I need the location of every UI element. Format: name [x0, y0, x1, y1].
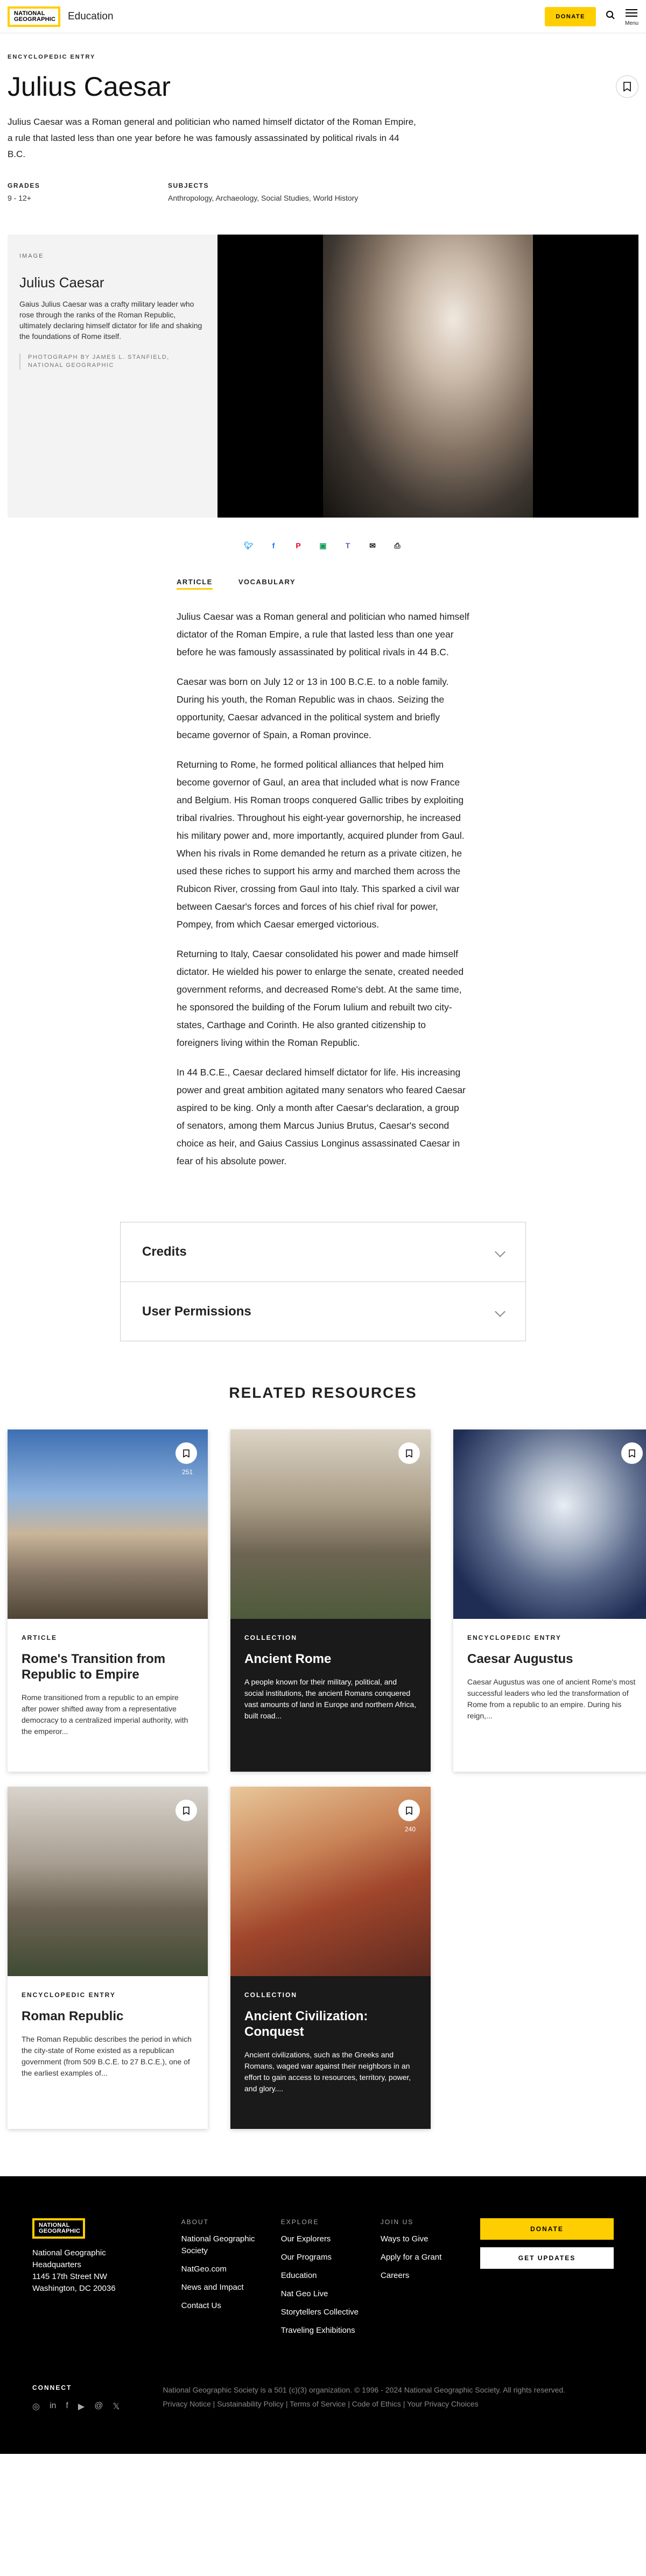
paragraph: In 44 B.C.E., Caesar declared himself dictator for life. His increasing power and great ambition agitated many senators who feared Caesar aspired to be king. Only a month after Caesar's declaration, a group of senators, among them Marcus Junius Brutus, Caesar's second choice as heir, and Gaius Cassius Longinus assassinated Caesar in fear of his absolute power. — [177, 1067, 466, 1166]
footer-link[interactable]: Careers — [380, 2271, 410, 2280]
card-description: The Roman Republic describes the period in which the city-state of Rome existed as a republican government (from 509 B.C.E. to 27 B.C.E.), one of the earliest examples of... — [22, 2035, 192, 2077]
content-type: ENCYCLOPEDIC ENTRY — [8, 54, 96, 60]
card-thumbnail — [8, 1429, 208, 1619]
card-type: ARTICLE — [22, 1634, 57, 1641]
media-block — [8, 235, 638, 518]
email-icon[interactable]: ✉ — [369, 541, 376, 550]
address-line: Washington, DC 20036 — [32, 2284, 116, 2293]
logo-text: NATIONAL GEOGRAPHIC — [39, 2222, 81, 2234]
footer-link[interactable]: National Geographic Society — [181, 2234, 255, 2255]
credits-toggle[interactable] — [121, 1222, 525, 1282]
footer-heading: ABOUT — [181, 2218, 209, 2226]
logo-text: NATIONAL GEOGRAPHIC — [14, 10, 56, 23]
footer-link[interactable]: Traveling Exhibitions — [280, 2326, 355, 2335]
paragraph: Julius Caesar was a Roman general and politician who named himself dictator of the Roman Empire, a rule that lasted less than one year before he was famously assassinated by political rivals in 44 B.C. — [177, 611, 469, 657]
media-description: Gaius Julius Caesar was a crafty military leader who rose through the ranks of the Roman Republic, ultimately declaring himself dictator for life and shaking the foundations of Rome itself. — [19, 300, 202, 341]
card-type: ENCYCLOPEDIC ENTRY — [467, 1634, 561, 1641]
caesar-bust-photo — [323, 235, 533, 518]
bookmark-icon[interactable] — [175, 1442, 197, 1464]
card-title: Ancient Rome — [244, 1652, 332, 1666]
paragraph: Caesar was born on July 12 or 13 in 100 B.C.E. to a noble family. During his youth, the Roman Republic was in chaos. Seizing the opportunity, Caesar advanced in the political system and briefly became governor of Spain, a Roman province. — [177, 676, 449, 740]
natgeo-logo[interactable] — [8, 6, 60, 27]
chevron-down-icon — [495, 1247, 505, 1257]
footer-link[interactable]: Storytellers Collective — [280, 2308, 359, 2317]
donate-button[interactable]: DONATE — [545, 7, 596, 26]
footer-link[interactable]: Apply for a Grant — [380, 2253, 442, 2262]
instagram-icon[interactable]: ◎ — [32, 2402, 40, 2411]
print-icon[interactable]: ⎙ — [394, 541, 401, 550]
card-title: Caesar Augustus — [467, 1652, 573, 1666]
bookmark-icon[interactable] — [621, 1442, 643, 1464]
footer-about — [181, 2218, 281, 2343]
related-grid — [0, 1402, 646, 2129]
related-card[interactable] — [230, 1429, 431, 1772]
card-thumbnail — [230, 1787, 431, 1976]
media-label: IMAGE — [19, 253, 44, 259]
card-thumbnail — [453, 1429, 646, 1619]
footer-link[interactable]: Our Explorers — [280, 2234, 331, 2244]
footer-logo[interactable] — [32, 2218, 85, 2239]
card-type: COLLECTION — [244, 1634, 297, 1641]
teams-icon[interactable]: T — [345, 541, 350, 550]
card-thumbnail — [8, 1787, 208, 1976]
connect-block — [32, 2384, 120, 2412]
bookmark-icon[interactable] — [398, 1800, 420, 1821]
threads-icon[interactable]: @ — [94, 2401, 103, 2410]
pinterest-icon[interactable]: P — [296, 541, 301, 550]
meta — [8, 182, 638, 202]
article — [177, 578, 469, 1170]
bookmark-icon — [623, 82, 631, 91]
footer-heading: EXPLORE — [280, 2218, 319, 2226]
menu-label: Menu — [624, 20, 638, 26]
summary: Julius Caesar was a Roman general and politician who named himself dictator of the Roman Empire, a rule that lasted less than one year before he was famously assassinated by political rivals in 44 B.C. — [8, 117, 416, 159]
footer-link[interactable]: News and Impact — [181, 2283, 244, 2292]
footer-link[interactable]: Education — [280, 2271, 317, 2280]
footer-explore — [281, 2218, 381, 2343]
facebook-icon[interactable]: f — [66, 2401, 68, 2410]
twitter-icon[interactable]: 𝕏 — [113, 2402, 120, 2411]
media-title: Julius Caesar — [19, 274, 104, 291]
paragraph: Returning to Rome, he formed political alliances that helped him become governor of Gaul, an area that included what is now France and Belgium. His Roman troops conquered Gallic tribes by exploiting tribal rivalries. Throughout his eight-year governorship, he increased his military power and, more importantly, acquired plunder from Gaul. When his rivals in Rome demanded he return as a private citizen, he used these riches to support his army and marched them across the Rubicon River, crossing from Gaul into Italy. This sparked a civil war between Caesar's forces and forces of his chief rival for power, Pompey, from which Caesar emerged victorious. — [177, 759, 465, 930]
legal-links[interactable]: Privacy Notice | Sustainability Policy | Terms of Service | Code of Ethics | Your Privacy Choices — [163, 2400, 479, 2408]
card-description: Caesar Augustus was one of ancient Rome's most successful leaders who led the transformation of Rome from a republic to an empire. During his reign,... — [467, 1678, 636, 1720]
card-description: Ancient civilizations, such as the Greeks and Romans, waged war against their neighbors in an effort to gain access to resources, territory, power, and glory.... — [244, 2050, 411, 2093]
related-card[interactable] — [453, 1429, 646, 1772]
media-caption — [8, 235, 217, 518]
section-title[interactable]: Education — [68, 10, 114, 22]
legal — [163, 2384, 582, 2412]
google-classroom-icon[interactable]: ▣ — [319, 541, 327, 550]
get-updates-button[interactable]: GET UPDATES — [480, 2247, 614, 2269]
share-bar — [0, 540, 646, 551]
card-title: Rome's Transition from Republic to Empire — [22, 1652, 166, 1682]
site-header — [0, 0, 646, 33]
footer-heading: JOIN US — [380, 2218, 414, 2226]
card-description: A people known for their military, political, and social institutions, the ancient Romans conquered vast amounts of land in Europe and northern Africa, built road... — [244, 1678, 417, 1720]
hamburger-icon — [626, 7, 637, 19]
tab-vocabulary[interactable]: VOCABULARY — [238, 578, 296, 586]
footer-link[interactable]: Our Programs — [280, 2253, 332, 2262]
article-body — [177, 608, 469, 1170]
subjects-value: Anthropology, Archaeology, Social Studies, World History — [168, 194, 359, 202]
search-icon[interactable] — [606, 10, 615, 23]
chevron-down-icon — [495, 1306, 505, 1317]
address-line: National Geographic — [32, 2248, 106, 2257]
bookmark-icon[interactable] — [175, 1800, 197, 1821]
card-type: ENCYCLOPEDIC ENTRY — [22, 1991, 116, 1999]
linkedin-icon[interactable]: in — [49, 2401, 57, 2410]
footer-join — [381, 2218, 480, 2343]
photo-credit: PHOTOGRAPH BY JAMES L. STANFIELD, NATIONAL GEOGRAPHIC — [19, 353, 206, 370]
address-line: Headquarters — [32, 2260, 81, 2269]
site-footer — [0, 2176, 646, 2454]
save-count: 251 — [181, 1468, 193, 1476]
hero — [0, 33, 646, 202]
logo-group — [8, 6, 114, 27]
permissions-label: User Permissions — [142, 1304, 251, 1319]
permissions-toggle[interactable] — [121, 1282, 525, 1341]
grades-value: 9 - 12+ — [8, 194, 31, 202]
bookmark-button[interactable] — [616, 75, 638, 98]
grades-label: GRADES — [8, 182, 40, 189]
page-title: Julius Caesar — [8, 72, 171, 102]
bookmark-icon[interactable] — [398, 1442, 420, 1464]
footer-link[interactable]: Nat Geo Live — [280, 2289, 328, 2298]
related-heading: RELATED RESOURCES — [229, 1384, 417, 1401]
footer-donate-button[interactable]: DONATE — [480, 2218, 614, 2240]
media-image[interactable] — [217, 235, 638, 518]
article-tabs — [177, 578, 469, 590]
footer-address — [32, 2218, 181, 2343]
twitter-icon[interactable]: 🐦︎ — [244, 541, 254, 550]
subjects-label: SUBJECTS — [168, 182, 209, 189]
address-line: 1145 17th Street NW — [32, 2272, 107, 2281]
footer-link[interactable]: Ways to Give — [380, 2234, 429, 2244]
credits-label: Credits — [142, 1244, 187, 1259]
card-type: COLLECTION — [244, 1991, 297, 1999]
related-card[interactable] — [8, 1429, 208, 1772]
card-description: Rome transitioned from a republic to an empire after power shifted away from a representative democracy to a centralized imperial authority, with the emperor... — [22, 1693, 188, 1736]
footer-link[interactable]: Contact Us — [181, 2301, 221, 2310]
card-title: Ancient Civilization: Conquest — [244, 2009, 368, 2039]
save-count: 240 — [404, 1825, 416, 1833]
accordion — [120, 1222, 526, 1341]
card-thumbnail — [230, 1429, 431, 1619]
paragraph: Returning to Italy, Caesar consolidated his power and made himself dictator. He wielded his power to enlarge the senate, created needed government reforms, and decreased Rome's debt. At the same time, he sponsored the building of the Forum Iulium and rebuilt two city-states, Carthage and Corinth. He also granted citizenship to foreigners living within the Roman Republic. — [177, 949, 464, 1048]
facebook-icon[interactable]: f — [272, 541, 275, 550]
menu-button[interactable] — [625, 7, 638, 26]
tab-article[interactable]: ARTICLE — [177, 578, 213, 590]
related-card[interactable] — [8, 1787, 208, 2129]
card-title: Roman Republic — [22, 2009, 124, 2023]
connect-label: CONNECT — [32, 2384, 72, 2391]
youtube-icon[interactable]: ▶ — [78, 2402, 85, 2411]
copyright-text: National Geographic Society is a 501 (c)(3) organization. © 1996 - 2024 National Geographic Society. All rights reserved. — [163, 2386, 566, 2394]
related-card[interactable] — [230, 1787, 431, 2129]
footer-link[interactable]: NatGeo.com — [181, 2264, 227, 2274]
